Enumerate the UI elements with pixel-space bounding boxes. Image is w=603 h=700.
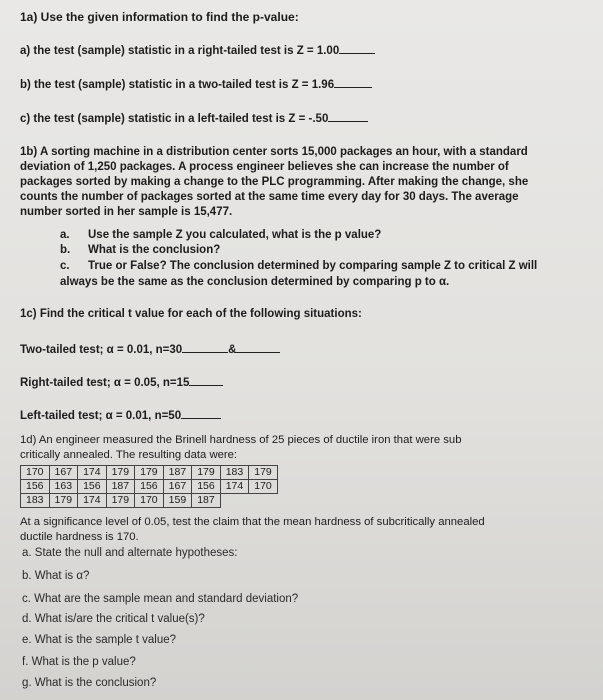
q1b-item-text: True or False? The conclusion determined by comparing sample Z to critical Z will (88, 260, 538, 272)
table-cell: 183 (21, 494, 50, 508)
q1d-claim-1: At a significance level of 0.05, test the claim that the mean hardness of subcritically annealed (20, 516, 485, 528)
q1b-item-text: Use the sample Z you calculated, what is the p value? (88, 229, 382, 241)
table-cell: 179 (249, 466, 278, 480)
table-cell: 156 (78, 480, 107, 494)
answer-blank[interactable] (181, 408, 221, 419)
q1d-claim-2: ductile hardness is 170. (20, 531, 139, 543)
table-cell: 174 (220, 480, 249, 494)
answer-blank[interactable] (328, 111, 368, 122)
table-cell: 170 (135, 494, 164, 508)
table-row (21, 466, 278, 480)
q1b-paragraph: 1b) A sorting machine in a distribution center sorts 15,000 packages an hour, with a standard deviation of 1,250 packages. A process engineer believes she can increase the number of packages sorted by making a change to the PLC programming. After making the change, she counts the number of packages sorted at the same time every day for 30 days. The average number sorted in her sample is 15,477. (20, 146, 529, 218)
q1d-intro-2: critically annealed. The resulting data were: (20, 449, 238, 461)
table-row (21, 494, 278, 508)
table-cell: 159 (163, 494, 192, 508)
q1d-question-c: c. What are the sample mean and standard deviation? (22, 593, 299, 605)
table-cell: 179 (192, 466, 221, 480)
q1c-left-tailed (20, 408, 221, 422)
q1b-item-marker: c. (60, 260, 70, 272)
q1d-question-e: e. What is the sample t value? (22, 634, 177, 646)
q1d-question-a: a. State the null and alternate hypotheses: (22, 547, 238, 559)
table-cell: 170 (21, 466, 50, 480)
hardness-data-table (20, 465, 278, 508)
q1c-right-tailed (20, 375, 223, 389)
table-cell: 187 (106, 480, 135, 494)
q1d-question-d: d. What is/are the critical t value(s)? (22, 613, 205, 625)
q1b-item-a (60, 229, 381, 241)
table-cell: 174 (78, 466, 107, 480)
table-cell: 170 (249, 480, 278, 494)
table-row (21, 480, 278, 494)
table-cell: 156 (192, 480, 221, 494)
q1b-item-c (60, 260, 537, 272)
table-cell: 174 (78, 494, 107, 508)
table-cell: 187 (163, 466, 192, 480)
q1a-part-c (20, 111, 368, 125)
answer-blank[interactable] (182, 342, 228, 353)
q1c-two-tailed (20, 342, 280, 356)
table-cell: 179 (49, 494, 78, 508)
q1c-left-tailed-text: Left-tailed test; α = 0.01, n=50 (20, 410, 182, 422)
q1d-question-f: f. What is the p value? (22, 656, 136, 668)
table-cell: 156 (21, 480, 50, 494)
table-cell: 163 (49, 480, 78, 494)
q1b-item-text: What is the conclusion? (88, 244, 221, 256)
answer-blank[interactable] (334, 77, 372, 88)
q1b-item-c-continued: always be the same as the conclusion determined by comparing p to α. (60, 276, 450, 288)
table-cell: 183 (220, 466, 249, 480)
q1a-part-a-text: a) the test (sample) statistic in a right-tailed test is Z = 1.00 (20, 45, 340, 57)
table-cell: 179 (106, 494, 135, 508)
q1a-part-b (20, 77, 372, 91)
table-cell: 167 (49, 466, 78, 480)
q1c-right-tailed-text: Right-tailed test; α = 0.05, n=15 (20, 377, 190, 389)
q1c-title: 1c) Find the critical t value for each of the following situations: (20, 308, 362, 320)
q1b-item-marker: b. (60, 244, 71, 256)
q1b-item-b (60, 244, 220, 256)
table-cell: 179 (106, 466, 135, 480)
q1d-intro-1: 1d) An engineer measured the Brinell hardness of 25 pieces of ductile iron that were sub (20, 434, 462, 446)
q1d-question-g: g. What is the conclusion? (22, 677, 157, 689)
table-cell: 167 (163, 480, 192, 494)
q1a-part-c-text: c) the test (sample) statistic in a left-tailed test is Z = -.50 (20, 113, 329, 125)
q1a-part-a (20, 43, 375, 57)
table-cell: 156 (135, 480, 164, 494)
q1c-two-tailed-text: Two-tailed test; α = 0.01, n=30 (20, 344, 183, 356)
q1b-item-marker: a. (60, 229, 70, 241)
q1a-title: 1a) Use the given information to find the p-value: (20, 10, 299, 24)
table-cell: 187 (192, 494, 221, 508)
q1a-part-b-text: b) the test (sample) statistic in a two-tailed test is Z = 1.96 (20, 79, 335, 91)
answer-blank[interactable] (339, 43, 375, 54)
answer-blank[interactable] (236, 342, 280, 353)
table-cell: 179 (135, 466, 164, 480)
q1d-question-b: b. What is α? (22, 570, 90, 582)
answer-blank[interactable] (189, 375, 223, 386)
q1c-ampersand: & (228, 344, 237, 356)
